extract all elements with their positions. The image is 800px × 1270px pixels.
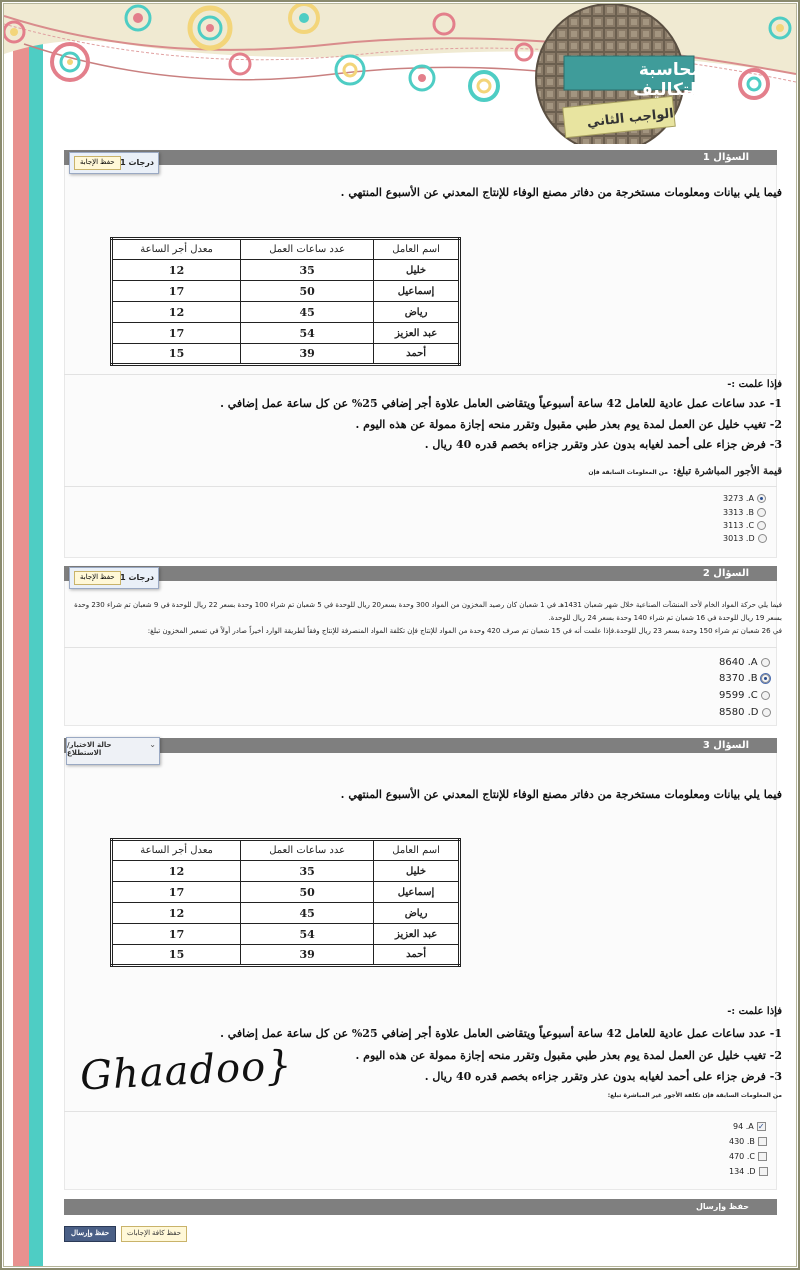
table-cell: خليل [374, 861, 460, 882]
table-header-cell: معدل أجر الساعة [112, 840, 241, 861]
table-row [112, 344, 460, 365]
table-header-cell: اسم العامل [374, 840, 460, 861]
question-2-title: السؤال 2 [702, 568, 749, 579]
option-label: 430 .B [729, 1137, 755, 1146]
table-cell: 45 [241, 302, 374, 323]
option-label: 9599 .C [719, 690, 758, 701]
table-cell: 17 [112, 882, 241, 903]
question-1-points: 1 درجات [120, 158, 154, 167]
option-label: 8580 .D [719, 707, 759, 718]
question-3-point-2: 2- تغيب خليل عن العمل لمدة يوم بعذر طبي مقبول وتقرر منحه إجازة ممولة عن هذه اليوم . [355, 1049, 782, 1062]
signature: Ghaadoo} [78, 1042, 294, 1100]
question-1-title: السؤال 1 [702, 152, 749, 163]
divider [64, 1111, 777, 1112]
table-row [112, 323, 460, 344]
quiz-status-label[interactable]: حالة الاختبار/الاستطلاع [67, 741, 112, 757]
table-cell: رياض [374, 302, 460, 323]
option-label: 8640 .A [719, 657, 758, 668]
logo-subtitle: الواجب الثاني [586, 106, 675, 131]
option-label: 134 .D [729, 1167, 756, 1176]
question-3-given: فإذا علمت :- [727, 1006, 782, 1017]
table-cell: 17 [112, 323, 241, 344]
question-2-option-c[interactable] [719, 690, 770, 701]
table-row [112, 882, 460, 903]
table-cell: 50 [241, 281, 374, 302]
table-cell: خليل [374, 260, 460, 281]
table-row [112, 924, 460, 945]
table-cell: 17 [112, 281, 241, 302]
option-label: 3113 .C [723, 521, 755, 530]
question-2-option-a[interactable] [719, 657, 770, 668]
question-2-points: 1 درجات [120, 573, 154, 582]
question-3-header [64, 738, 777, 753]
table-header-row [112, 239, 460, 260]
table-cell: 12 [112, 302, 241, 323]
table-cell: 35 [241, 260, 374, 281]
table-row [112, 260, 460, 281]
radio-button[interactable] [762, 708, 771, 717]
checkbox[interactable] [759, 1167, 768, 1176]
save-all-answers-button[interactable]: حفظ كافة الإجابات [121, 1226, 187, 1242]
table-cell: 54 [241, 924, 374, 945]
question-3-option-d[interactable] [729, 1167, 768, 1176]
quiz-status-panel[interactable] [66, 737, 160, 765]
question-2-header [64, 566, 777, 581]
question-1-given: فإذا علمت :- [727, 379, 782, 390]
table-cell: أحمد [374, 344, 460, 365]
question-1-prompt [588, 459, 782, 478]
radio-button[interactable] [761, 691, 770, 700]
table-cell: إسماعيل [374, 882, 460, 903]
table-cell: 12 [112, 861, 241, 882]
table-row [112, 302, 460, 323]
table-header-cell: اسم العامل [374, 239, 460, 260]
question-3-option-a[interactable] [733, 1122, 766, 1131]
radio-button[interactable] [761, 658, 770, 667]
question-3-option-c[interactable] [729, 1152, 767, 1161]
table-cell: 12 [112, 260, 241, 281]
question-1-question-text: قيمة الأجور المباشرة تبلغ: [673, 466, 782, 477]
question-3-title: السؤال 3 [702, 740, 749, 751]
question-1-option-b[interactable] [723, 508, 766, 517]
table-header-row [112, 840, 460, 861]
table-cell: أحمد [374, 945, 460, 966]
checkbox[interactable] [758, 1152, 767, 1161]
option-label: 470 .C [729, 1152, 755, 1161]
question-1-intro: فيما يلي بيانات ومعلومات مستخرجة من دفاتر مصنع الوفاء للإنتاج المعدني عن الأسبوع المنتهي . [340, 186, 782, 199]
radio-button[interactable] [757, 494, 766, 503]
question-2-points-box [69, 567, 159, 589]
question-2-line-1: فيما يلي حركة المواد الخام لأحد المنشآت الصناعية خلال شهر شعبان 1431هـ في 1 شعبان كان رصيد المخزون من المواد 300 وحدة بسعر20 ريال للوحدة في 5 شعبان تم شراء 100 وحدة بسعر 22 ريال للوحدة في 9 شعبان تم شراء 230 وحدة [74, 601, 782, 609]
header-banner [4, 4, 796, 144]
table-row [112, 903, 460, 924]
table-row [112, 861, 460, 882]
table-header-cell: معدل أجر الساعة [112, 239, 241, 260]
decor-stripe-pink [13, 40, 29, 1266]
decor-stripe-teal [29, 40, 43, 1266]
option-label: 3273 .A [723, 494, 754, 503]
question-3-body [64, 753, 777, 1190]
logo-title: محاسبة التكاليف [633, 60, 702, 100]
question-1-table [110, 237, 461, 366]
chevron-down-icon[interactable]: ⌄ [149, 740, 156, 749]
table-cell: 17 [112, 924, 241, 945]
question-1-point-3: 3- فرض جزاء على أحمد لغيابه بدون عذر وتقرر جزاءه بخصم قدره 40 ريال . [424, 438, 782, 451]
table-cell: 39 [241, 945, 374, 966]
table-cell: 15 [112, 344, 241, 365]
table-row [112, 281, 460, 302]
question-3-point-3: 3- فرض جزاء على أحمد لغيابه بدون عذر وتقرر جزاءه بخصم قدره 40 ريال . [424, 1070, 782, 1083]
question-2-option-b[interactable] [719, 673, 770, 684]
option-label: 3313 .B [723, 508, 754, 517]
save-and-submit-button[interactable]: حفظ وإرسال [64, 1226, 116, 1242]
table-header-cell: عدد ساعات العمل [241, 239, 374, 260]
radio-button[interactable] [761, 674, 770, 683]
question-1-header [64, 150, 777, 165]
submit-section-header [64, 1199, 777, 1215]
table-cell: 15 [112, 945, 241, 966]
question-1-option-c[interactable] [723, 521, 766, 530]
table-header-cell: عدد ساعات العمل [241, 840, 374, 861]
radio-button[interactable] [757, 508, 766, 517]
question-1-save-button[interactable]: حفظ الإجابة [74, 156, 121, 170]
option-label: 94 .A [733, 1122, 754, 1131]
radio-button[interactable] [758, 534, 767, 543]
table-cell: 45 [241, 903, 374, 924]
question-3-intro: فيما يلي بيانات ومعلومات مستخرجة من دفاتر مصنع الوفاء للإنتاج المعدني عن الأسبوع المنتهي . [340, 788, 782, 801]
question-1-question-prefix: من المعلومات السابقة فإن [588, 469, 668, 476]
question-2-save-button[interactable]: حفظ الإجابة [74, 571, 121, 585]
table-cell: 54 [241, 323, 374, 344]
table-cell: 39 [241, 344, 374, 365]
question-3-option-b[interactable] [729, 1137, 767, 1146]
question-1-option-d[interactable] [723, 534, 767, 543]
question-2-option-d[interactable] [719, 707, 771, 718]
divider [64, 486, 777, 487]
table-cell: إسماعيل [374, 281, 460, 302]
question-1-option-a[interactable] [723, 494, 766, 503]
checkbox[interactable] [758, 1137, 767, 1146]
question-1-point-2: 2- تغيب خليل عن العمل لمدة يوم بعذر طبي مقبول وتقرر منحه إجازة ممولة عن هذه اليوم . [355, 418, 782, 431]
checkbox[interactable]: ✓ [757, 1122, 765, 1131]
table-cell: رياض [374, 903, 460, 924]
table-cell: عبد العزيز [374, 323, 460, 344]
table-cell: 12 [112, 903, 241, 924]
option-label: 8370 .B [719, 673, 758, 684]
question-1-point-1: 1- عدد ساعات عمل عادية للعامل 42 ساعة أسبوعياً ويتقاضى العامل علاوة أجر إضافي 25% عن كل ساعة عمل إضافي . [220, 397, 782, 410]
question-3-table [110, 838, 461, 967]
submit-section-title: حفظ وإرسال [695, 1202, 749, 1211]
option-label: 3013 .D [723, 534, 755, 543]
table-cell: 35 [241, 861, 374, 882]
question-3-point-1: 1- عدد ساعات عمل عادية للعامل 42 ساعة أسبوعياً ويتقاضى العامل علاوة أجر إضافي 25% عن كل ساعة عمل إضافي . [220, 1027, 782, 1040]
question-2-line-2: بسعر 19 ريال للوحدة في 16 شعبان تم شراء 140 وحدة بسعر 24 ريال للوحدة. [548, 614, 782, 622]
question-2-line-3: في 26 شعبان تم شراء 150 وحدة بسعر 23 ريال للوحدة.فإذا علمت أنه في 15 شعبان تم صرف 420 وحدة من المواد للإنتاج فإن تكلفة المواد المنصرفة للإنتاج وفقاً لطريقة الوارد أخيراً صادر أولاً في تسعير المخزون تبلغ: [147, 627, 782, 635]
divider [64, 374, 777, 375]
table-cell: عبد العزيز [374, 924, 460, 945]
question-3-question-text: من المعلومات السابقة فإن تكلفة الأجور غير المباشرة تبلغ: [607, 1092, 782, 1099]
table-row [112, 945, 460, 966]
question-1-points-box [69, 152, 159, 174]
radio-button[interactable] [757, 521, 766, 530]
divider [64, 647, 777, 648]
table-cell: 50 [241, 882, 374, 903]
